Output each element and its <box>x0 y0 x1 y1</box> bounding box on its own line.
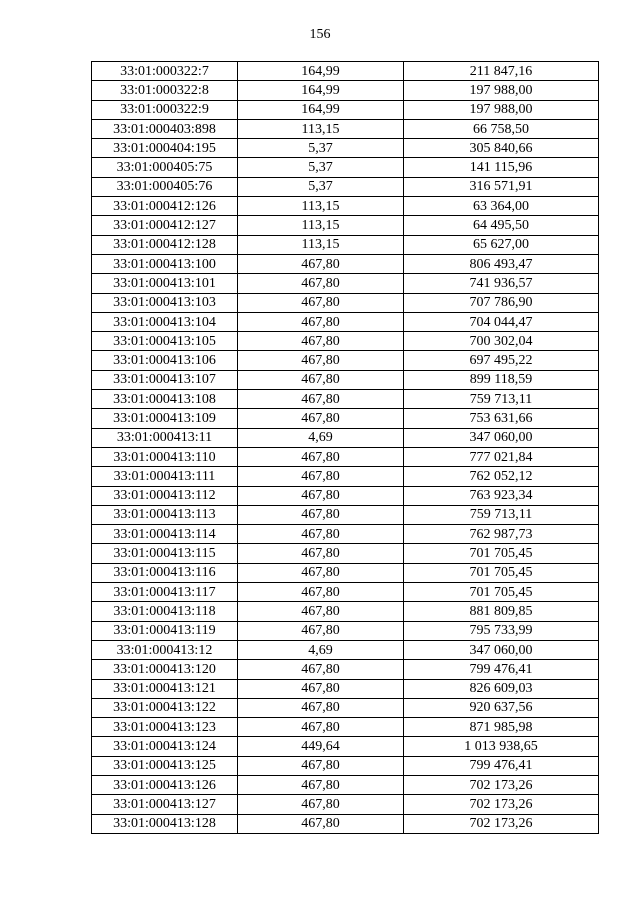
cadastral-value-cell: 347 060,00 <box>404 640 599 659</box>
cadastral-value-cell: 741 936,57 <box>404 274 599 293</box>
table-row <box>92 544 599 563</box>
cadastral-value-cell: 702 173,26 <box>404 814 599 833</box>
table-row <box>92 254 599 273</box>
cadastral-number-cell: 33:01:000413:12 <box>92 640 238 659</box>
area-cell: 467,80 <box>238 602 404 621</box>
cadastral-number-cell: 33:01:000413:112 <box>92 486 238 505</box>
cadastral-value-cell: 795 733,99 <box>404 621 599 640</box>
cadastral-value-cell: 826 609,03 <box>404 679 599 698</box>
cadastral-value-cell: 763 923,34 <box>404 486 599 505</box>
area-cell: 4,69 <box>238 428 404 447</box>
cadastral-value-cell: 762 987,73 <box>404 525 599 544</box>
area-cell: 164,99 <box>238 62 404 81</box>
cadastral-value-cell: 700 302,04 <box>404 332 599 351</box>
cadastral-number-cell: 33:01:000413:108 <box>92 390 238 409</box>
cadastral-number-cell: 33:01:000322:7 <box>92 62 238 81</box>
area-cell: 467,80 <box>238 544 404 563</box>
cadastral-number-cell: 33:01:000413:110 <box>92 447 238 466</box>
cadastral-value-cell: 899 118,59 <box>404 370 599 389</box>
table-row <box>92 583 599 602</box>
cadastral-value-cell: 701 705,45 <box>404 583 599 602</box>
cadastral-number-cell: 33:01:000413:121 <box>92 679 238 698</box>
cadastral-value-cell: 211 847,16 <box>404 62 599 81</box>
table-row <box>92 100 599 119</box>
cadastral-value-cell: 777 021,84 <box>404 447 599 466</box>
area-cell: 467,80 <box>238 351 404 370</box>
table-row <box>92 312 599 331</box>
area-cell: 467,80 <box>238 698 404 717</box>
cadastral-number-cell: 33:01:000413:118 <box>92 602 238 621</box>
cadastral-number-cell: 33:01:000413:119 <box>92 621 238 640</box>
cadastral-number-cell: 33:01:000405:75 <box>92 158 238 177</box>
cadastral-number-cell: 33:01:000413:106 <box>92 351 238 370</box>
cadastral-value-cell: 63 364,00 <box>404 197 599 216</box>
table-row <box>92 216 599 235</box>
cadastral-number-cell: 33:01:000413:126 <box>92 775 238 794</box>
area-cell: 467,80 <box>238 563 404 582</box>
cadastral-number-cell: 33:01:000413:105 <box>92 332 238 351</box>
cadastral-number-cell: 33:01:000403:898 <box>92 119 238 138</box>
table-row <box>92 139 599 158</box>
table-row <box>92 447 599 466</box>
cadastral-number-cell: 33:01:000412:128 <box>92 235 238 254</box>
table-row <box>92 756 599 775</box>
cadastral-value-cell: 66 758,50 <box>404 119 599 138</box>
cadastral-value-cell: 759 713,11 <box>404 505 599 524</box>
cadastral-value-cell: 753 631,66 <box>404 409 599 428</box>
cadastral-value-cell: 701 705,45 <box>404 544 599 563</box>
cadastral-value-cell: 799 476,41 <box>404 756 599 775</box>
cadastral-number-cell: 33:01:000404:195 <box>92 139 238 158</box>
table-row <box>92 467 599 486</box>
table-row <box>92 814 599 833</box>
cadastral-value-cell: 759 713,11 <box>404 390 599 409</box>
cadastral-number-cell: 33:01:000405:76 <box>92 177 238 196</box>
area-cell: 5,37 <box>238 158 404 177</box>
table-row <box>92 505 599 524</box>
cadastral-value-cell: 881 809,85 <box>404 602 599 621</box>
table-row <box>92 390 599 409</box>
area-cell: 467,80 <box>238 814 404 833</box>
cadastral-number-cell: 33:01:000413:109 <box>92 409 238 428</box>
cadastral-value-cell: 197 988,00 <box>404 100 599 119</box>
cadastral-number-cell: 33:01:000413:100 <box>92 254 238 273</box>
area-cell: 467,80 <box>238 718 404 737</box>
cadastral-value-cell: 702 173,26 <box>404 795 599 814</box>
cadastral-number-cell: 33:01:000412:127 <box>92 216 238 235</box>
cadastral-value-cell: 707 786,90 <box>404 293 599 312</box>
cadastral-number-cell: 33:01:000413:114 <box>92 525 238 544</box>
table-row <box>92 119 599 138</box>
cadastral-value-cell: 197 988,00 <box>404 81 599 100</box>
cadastral-number-cell: 33:01:000413:103 <box>92 293 238 312</box>
area-cell: 467,80 <box>238 679 404 698</box>
cadastral-number-cell: 33:01:000322:8 <box>92 81 238 100</box>
table-body <box>92 62 599 834</box>
table-row <box>92 370 599 389</box>
cadastral-value-cell: 316 571,91 <box>404 177 599 196</box>
cadastral-number-cell: 33:01:000413:11 <box>92 428 238 447</box>
table-row <box>92 235 599 254</box>
table-row <box>92 409 599 428</box>
table-row <box>92 737 599 756</box>
area-cell: 467,80 <box>238 274 404 293</box>
cadastral-value-cell: 799 476,41 <box>404 660 599 679</box>
cadastral-number-cell: 33:01:000322:9 <box>92 100 238 119</box>
cadastral-number-cell: 33:01:000413:101 <box>92 274 238 293</box>
cadastral-value-cell: 347 060,00 <box>404 428 599 447</box>
table-row <box>92 81 599 100</box>
cadastral-value-cell: 305 840,66 <box>404 139 599 158</box>
table-row <box>92 158 599 177</box>
cadastral-number-cell: 33:01:000413:104 <box>92 312 238 331</box>
cadastral-number-cell: 33:01:000413:127 <box>92 795 238 814</box>
table-row <box>92 274 599 293</box>
table-row <box>92 718 599 737</box>
cadastral-number-cell: 33:01:000413:111 <box>92 467 238 486</box>
table-row <box>92 602 599 621</box>
cadastral-value-cell: 64 495,50 <box>404 216 599 235</box>
cadastral-value-cell: 762 052,12 <box>404 467 599 486</box>
area-cell: 113,15 <box>238 197 404 216</box>
table-row <box>92 332 599 351</box>
area-cell: 467,80 <box>238 795 404 814</box>
cadastral-number-cell: 33:01:000413:125 <box>92 756 238 775</box>
table-row <box>92 486 599 505</box>
table-row <box>92 62 599 81</box>
area-cell: 467,80 <box>238 409 404 428</box>
cadastral-value-cell: 701 705,45 <box>404 563 599 582</box>
cadastral-value-cell: 65 627,00 <box>404 235 599 254</box>
area-cell: 467,80 <box>238 370 404 389</box>
table-row <box>92 775 599 794</box>
table-row <box>92 563 599 582</box>
table-row <box>92 698 599 717</box>
cadastral-value-cell: 697 495,22 <box>404 351 599 370</box>
area-cell: 467,80 <box>238 756 404 775</box>
area-cell: 467,80 <box>238 332 404 351</box>
table-row <box>92 351 599 370</box>
area-cell: 467,80 <box>238 775 404 794</box>
cadastral-value-cell: 920 637,56 <box>404 698 599 717</box>
area-cell: 467,80 <box>238 660 404 679</box>
area-cell: 467,80 <box>238 583 404 602</box>
area-cell: 5,37 <box>238 177 404 196</box>
area-cell: 467,80 <box>238 467 404 486</box>
area-cell: 467,80 <box>238 390 404 409</box>
area-cell: 113,15 <box>238 216 404 235</box>
cadastral-value-cell: 806 493,47 <box>404 254 599 273</box>
area-cell: 467,80 <box>238 293 404 312</box>
area-cell: 164,99 <box>238 100 404 119</box>
table-row <box>92 428 599 447</box>
area-cell: 164,99 <box>238 81 404 100</box>
cadastral-number-cell: 33:01:000413:115 <box>92 544 238 563</box>
area-cell: 4,69 <box>238 640 404 659</box>
area-cell: 467,80 <box>238 254 404 273</box>
area-cell: 467,80 <box>238 621 404 640</box>
table-row <box>92 525 599 544</box>
cadastral-number-cell: 33:01:000413:124 <box>92 737 238 756</box>
table-row <box>92 197 599 216</box>
cadastral-number-cell: 33:01:000413:113 <box>92 505 238 524</box>
cadastral-number-cell: 33:01:000412:126 <box>92 197 238 216</box>
cadastral-number-cell: 33:01:000413:120 <box>92 660 238 679</box>
cadastral-number-cell: 33:01:000413:116 <box>92 563 238 582</box>
cadastral-value-cell: 704 044,47 <box>404 312 599 331</box>
cadastral-number-cell: 33:01:000413:128 <box>92 814 238 833</box>
cadastral-value-table <box>91 61 599 834</box>
area-cell: 467,80 <box>238 486 404 505</box>
area-cell: 113,15 <box>238 119 404 138</box>
cadastral-value-cell: 141 115,96 <box>404 158 599 177</box>
area-cell: 467,80 <box>238 312 404 331</box>
table-row <box>92 177 599 196</box>
table-row <box>92 660 599 679</box>
table-row <box>92 621 599 640</box>
area-cell: 467,80 <box>238 505 404 524</box>
cadastral-value-cell: 871 985,98 <box>404 718 599 737</box>
area-cell: 449,64 <box>238 737 404 756</box>
cadastral-number-cell: 33:01:000413:123 <box>92 718 238 737</box>
area-cell: 113,15 <box>238 235 404 254</box>
cadastral-number-cell: 33:01:000413:122 <box>92 698 238 717</box>
cadastral-number-cell: 33:01:000413:117 <box>92 583 238 602</box>
area-cell: 5,37 <box>238 139 404 158</box>
cadastral-number-cell: 33:01:000413:107 <box>92 370 238 389</box>
area-cell: 467,80 <box>238 447 404 466</box>
cadastral-value-cell: 702 173,26 <box>404 775 599 794</box>
cadastral-value-cell: 1 013 938,65 <box>404 737 599 756</box>
area-cell: 467,80 <box>238 525 404 544</box>
table-row <box>92 640 599 659</box>
page-number: 156 <box>309 27 331 42</box>
table-row <box>92 679 599 698</box>
table-row <box>92 795 599 814</box>
table-row <box>92 293 599 312</box>
